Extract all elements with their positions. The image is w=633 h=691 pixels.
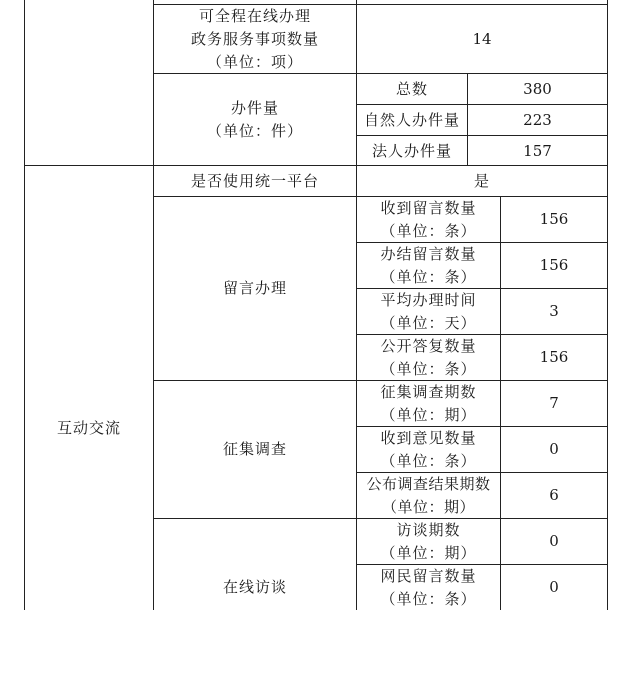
label-line: 网民留言数量 <box>380 566 477 585</box>
label-line: （单位：条） <box>380 267 477 286</box>
label-line: （单位：天） <box>380 313 477 332</box>
metric-value: 0 <box>549 578 559 596</box>
message-handling-label: 留言办理 <box>222 279 287 297</box>
platform-label: 是否使用统一平台 <box>190 171 319 190</box>
platform-value: 是 <box>473 171 490 190</box>
label-line: 可全程在线办理 <box>198 6 311 25</box>
metric-value: 156 <box>539 348 569 366</box>
metric-value: 0 <box>549 532 559 550</box>
label-line: 收到留言数量 <box>380 198 477 217</box>
label-line: 办件量 <box>230 98 279 117</box>
metric-value: 3 <box>549 302 559 320</box>
label-line: （单位：条） <box>380 589 477 608</box>
metric-value: 156 <box>539 256 569 274</box>
label-line: 公布调查结果期数 <box>366 474 491 493</box>
handled-row-label: 总数 <box>395 79 428 98</box>
label-line: 收到意见数量 <box>380 428 477 447</box>
label-line: 访谈期数 <box>396 520 461 539</box>
metric-value: 7 <box>549 394 559 412</box>
label-line: （单位：条） <box>380 359 477 378</box>
label-line: （单位：件） <box>206 121 303 140</box>
item-count-label <box>154 5 356 73</box>
label-line: （单位：期） <box>380 543 477 562</box>
handled-row-value: 223 <box>523 110 552 129</box>
metric-label <box>357 565 500 610</box>
metric-value: 0 <box>549 440 559 458</box>
interview-label: 在线访谈 <box>222 578 287 596</box>
metric-label <box>357 289 500 334</box>
item-count-value: 14 <box>472 29 492 48</box>
label-line: （单位：项） <box>206 52 303 71</box>
handled-row-value: 157 <box>523 141 552 160</box>
label-line: （单位：期） <box>380 405 477 424</box>
label-line: （单位：条） <box>380 221 477 240</box>
survey-label: 征集调查 <box>222 440 287 458</box>
handled-label <box>154 74 356 165</box>
handled-row-value: 380 <box>523 79 552 98</box>
metric-label <box>357 473 500 518</box>
handled-row-label: 自然人办件量 <box>363 110 460 129</box>
label-line: 办结留言数量 <box>380 244 477 263</box>
label-line: （单位：条） <box>380 451 477 470</box>
metric-label <box>357 243 500 288</box>
handled-row-label: 法人办件量 <box>371 141 452 160</box>
rule <box>607 0 608 610</box>
section-label-interaction: 互动交流 <box>56 419 121 437</box>
metric-label <box>357 427 500 472</box>
label-line: 公开答复数量 <box>380 336 477 355</box>
metric-label <box>357 381 500 426</box>
label-line: （单位：期） <box>381 497 475 516</box>
label-line: 平均办理时间 <box>380 290 477 309</box>
label-line: 政务服务事项数量 <box>190 29 319 48</box>
metric-value: 156 <box>539 210 569 228</box>
label-line: 征集调查期数 <box>380 382 477 401</box>
metric-value: 6 <box>549 486 559 504</box>
metric-label <box>357 335 500 380</box>
metric-label <box>357 519 500 564</box>
metric-label <box>357 197 500 242</box>
